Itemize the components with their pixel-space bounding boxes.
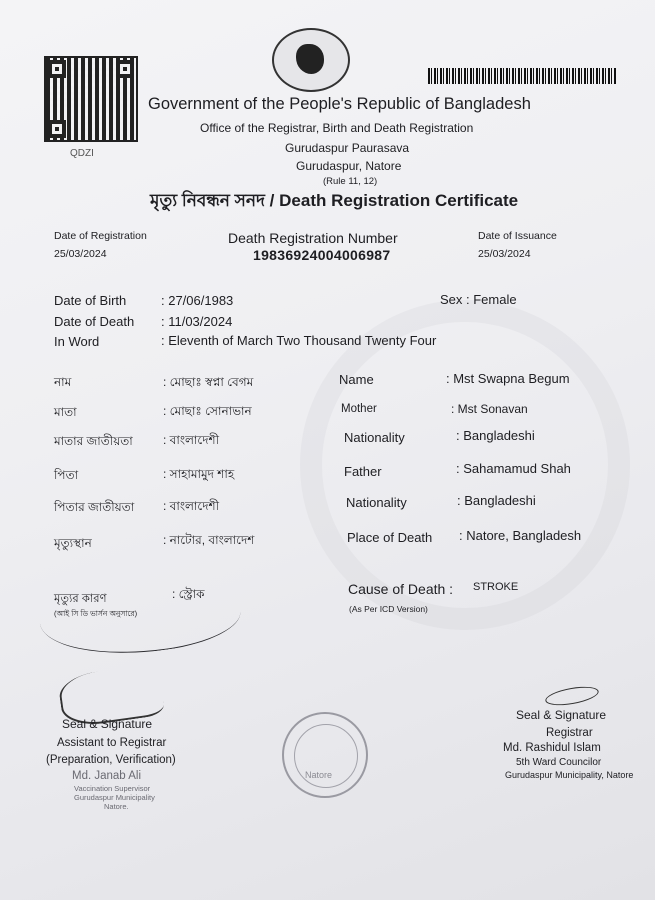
right-seal-label: Seal & Signature: [516, 708, 607, 722]
government-emblem-icon: [272, 28, 350, 92]
en-value-place-of-death: : Natore, Bangladesh: [459, 528, 582, 543]
sex-value: Sex : Female: [440, 292, 517, 307]
en-label-father-nationality: Nationality: [346, 495, 407, 510]
left-role-detail: (Preparation, Verification): [46, 754, 176, 766]
bn-value-father-nationality: : বাংলাদেশী: [163, 499, 220, 513]
government-title: Government of the People's Republic of Bangladesh: [148, 95, 531, 113]
en-value-father: : Sahamamud Shah: [456, 461, 571, 476]
date-of-issuance-label: Date of Issuance: [478, 230, 557, 242]
icd-version-note: (As Per ICD Version): [349, 604, 428, 614]
cause-of-death-label: Cause of Death :: [348, 581, 454, 597]
rule-reference: (Rule 11, 12): [323, 176, 378, 187]
official-stamp-icon: [282, 712, 368, 798]
stamp-text: Natore: [305, 770, 333, 780]
bn-label-cause: মৃত্যুর কারণ: [54, 593, 107, 605]
en-label-mother-nationality: Nationality: [344, 430, 405, 445]
en-label-name: Name: [339, 372, 374, 387]
bn-value-mother-nationality: : বাংলাদেশী: [163, 433, 220, 447]
barcode-icon: [428, 68, 616, 84]
bn-label-mother: মাতা: [54, 405, 77, 419]
date-of-registration-label: Date of Registration: [54, 230, 147, 242]
bn-value-place-of-death: : নাটোর, বাংলাদেশ: [163, 533, 255, 547]
office-name: Office of the Registrar, Birth and Death Registration: [200, 121, 474, 135]
left-seal-label: Seal & Signature: [62, 717, 153, 731]
registration-number-label: Death Registration Number: [228, 230, 398, 246]
right-signer-title: 5th Ward Councilor: [516, 757, 602, 768]
bn-value-mother: : মোছাঃ সোনাভান: [163, 404, 252, 418]
certificate-title: মৃত্যু নিবন্ধন সনদ / Death Registration Certificate: [150, 191, 519, 210]
qr-code-id: QDZI: [70, 148, 94, 159]
en-value-name: : Mst Swapna Begum: [446, 371, 570, 386]
in-word-value: : Eleventh of March Two Thousand Twenty Four: [161, 333, 437, 348]
bn-label-name: নাম: [54, 375, 72, 389]
dod-label: Date of Death: [54, 314, 135, 329]
bn-label-father: পিতা: [54, 468, 79, 482]
bn-icd-note: (আই সি ডি ভার্সন অনুসারে): [54, 609, 138, 618]
left-signer-place: Natore.: [104, 802, 129, 811]
en-value-father-nationality: : Bangladeshi: [457, 493, 536, 508]
signature-icon: [544, 683, 600, 708]
bn-value-name: : মোছাঃ স্বপ্না বেগম: [163, 375, 254, 389]
registration-number-value: 19836924004006987: [253, 247, 391, 263]
office-address: Gurudaspur, Natore: [296, 159, 402, 173]
en-value-mother-nationality: : Bangladeshi: [456, 428, 535, 443]
cause-of-death-value: STROKE: [473, 581, 519, 593]
en-value-mother: : Mst Sonavan: [451, 402, 528, 416]
bn-label-place-of-death: মৃত্যুস্থান: [54, 536, 92, 550]
qr-code-icon: [44, 56, 138, 142]
dob-label: Date of Birth: [54, 293, 127, 308]
in-word-label: In Word: [54, 334, 100, 349]
left-signer-org: Gurudaspur Municipality: [74, 793, 155, 802]
bn-label-father-nationality: পিতার জাতীয়তা: [54, 500, 135, 514]
bn-value-cause: : স্ট্রোক: [172, 587, 205, 601]
right-role: Registrar: [546, 727, 593, 739]
en-label-father: Father: [344, 464, 382, 479]
bn-label-mother-nationality: মাতার জাতীয়তা: [54, 434, 133, 448]
left-role: Assistant to Registrar: [57, 737, 167, 749]
en-label-place-of-death: Place of Death: [347, 530, 433, 545]
date-of-registration-value: 25/03/2024: [54, 248, 107, 260]
left-signer-title: Vaccination Supervisor: [74, 784, 151, 793]
dod-value: : 11/03/2024: [161, 314, 233, 329]
left-signer-name: Md. Janab Ali: [72, 770, 142, 782]
paurasava-name: Gurudaspur Paurasava: [285, 141, 410, 155]
date-of-issuance-value: 25/03/2024: [478, 248, 531, 260]
bn-value-father: : সাহামামুদ শাহ: [163, 467, 235, 481]
right-signer-org: Gurudaspur Municipality, Natore: [505, 770, 634, 780]
dob-value: : 27/06/1983: [161, 293, 234, 308]
right-signer-name: Md. Rashidul Islam: [503, 742, 601, 754]
en-label-mother: Mother: [341, 403, 377, 415]
pen-stroke: [36, 568, 244, 666]
